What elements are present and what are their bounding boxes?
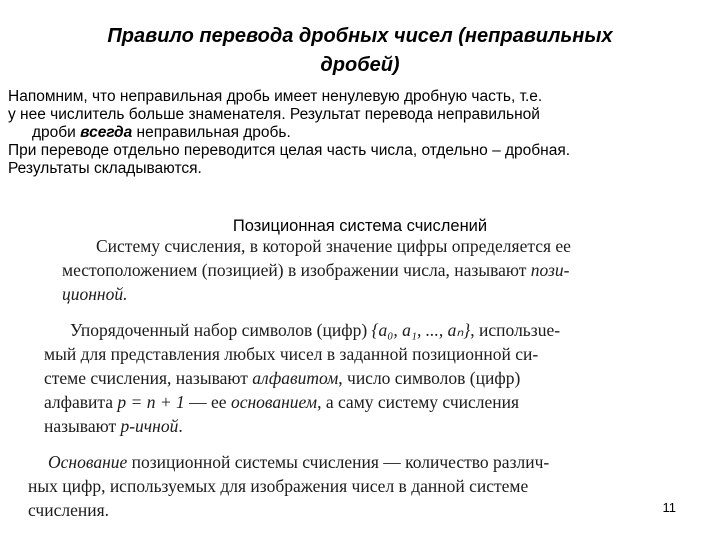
scan-italic: p-ичной	[120, 416, 179, 436]
scan-text: — ее	[184, 392, 231, 412]
scan-text: Упорядоченный набор символов (цифр)	[70, 320, 372, 340]
scan-text: , число символов (цифр)	[338, 368, 521, 388]
intro-line-2: у нее числитель больше знаменателя. Результат перевода неправильной	[8, 106, 540, 123]
scan-italic: p = n + 1	[117, 392, 185, 412]
scan-line: мый для представления любых чисел в заданной позиционной си-	[44, 344, 539, 364]
section-subtitle: Позиционная система счислений	[232, 217, 488, 235]
intro-paragraph	[8, 88, 713, 178]
scan-line	[44, 368, 520, 389]
scan-text: называют	[44, 416, 121, 436]
slide-title-line1: Правило перевода дробных чисел (неправильных	[107, 25, 613, 47]
scan-text: , а саму систему счисления	[317, 392, 520, 412]
scan-italic: ционной.	[62, 284, 128, 304]
scan-line	[62, 260, 569, 281]
intro-line-3-pre: дроби	[32, 124, 81, 141]
scan-line: ных цифр, используемых для изображения чисел в данной системе	[28, 476, 529, 496]
intro-line-1: Напомним, что неправильная дробь имеет ненулевую дробную часть, т.е.	[8, 88, 543, 105]
scan-line	[44, 392, 519, 413]
scan-text: позиционной системы счисления — количество различ-	[127, 452, 550, 472]
scan-text: .	[178, 416, 183, 436]
scan-line	[48, 452, 549, 473]
scan-italic: пози-	[530, 260, 570, 280]
scan-italic: алфавитом	[252, 368, 339, 388]
intro-line-5: Результаты складываются.	[8, 160, 202, 177]
slide-title-line2: дробей)	[320, 54, 400, 76]
scan-text: , использue-	[470, 320, 561, 340]
intro-line-3-post: неправильная дробь.	[132, 124, 291, 141]
scan-italic: Основание	[48, 452, 128, 472]
scan-italic: {a₀, a₁, ..., aₙ}	[371, 320, 471, 340]
scan-text: стеме счисления, называют	[44, 368, 253, 388]
page-number: 11	[662, 500, 676, 515]
scan-line	[44, 416, 183, 437]
scan-line	[70, 320, 560, 341]
scanned-textbook-excerpt	[28, 236, 702, 526]
scan-text: местоположением (позицией) в изображении числа, называют	[62, 260, 531, 280]
scan-line: счисления.	[28, 500, 110, 520]
intro-line-3	[8, 124, 713, 142]
scan-line	[62, 284, 128, 305]
slide-title	[40, 22, 680, 80]
scan-line: Систему счисления, в которой значение цифры определяется ее	[96, 236, 571, 256]
scan-text: алфавита	[44, 392, 118, 412]
intro-emphasis: всегда	[80, 124, 133, 141]
scan-italic: основанием	[230, 392, 318, 412]
intro-line-4: При переводе отдельно переводится целая часть числа, отдельно – дробная.	[8, 142, 571, 159]
